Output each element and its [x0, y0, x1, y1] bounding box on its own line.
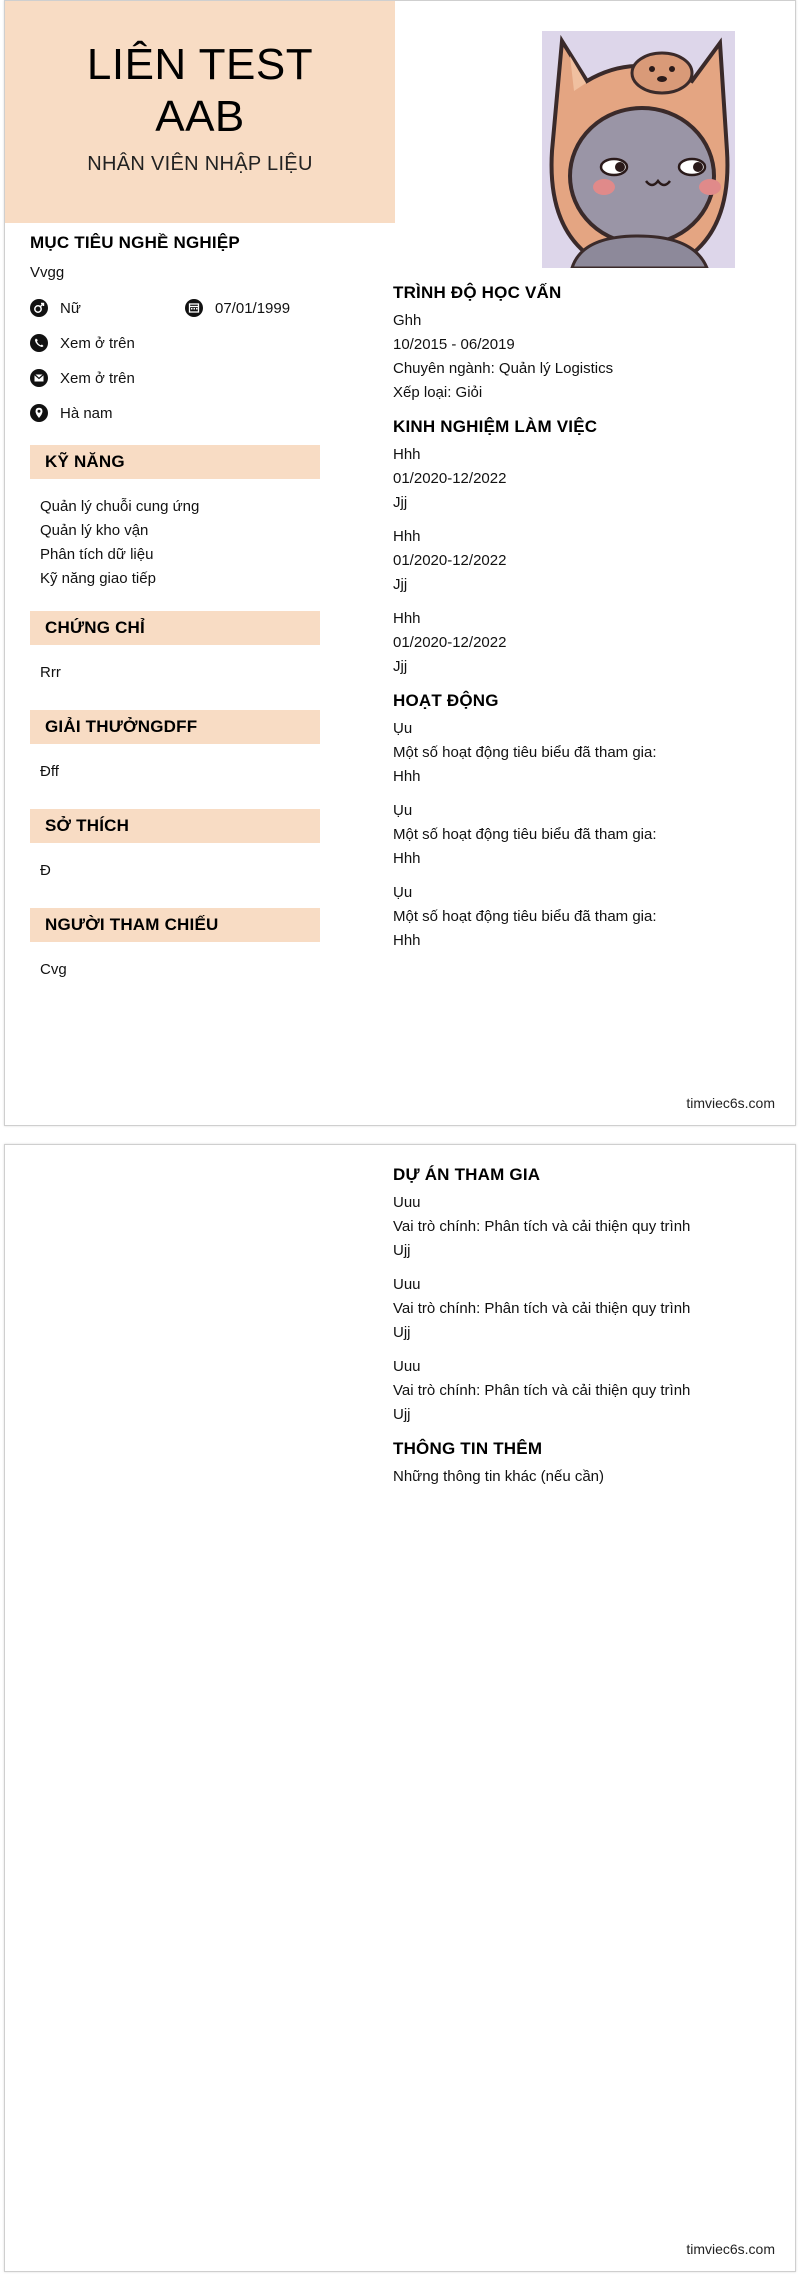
- avatar-illustration: [542, 31, 735, 268]
- experience-entry: [393, 607, 773, 679]
- phone-item: [30, 332, 135, 354]
- experience-company: Hhh: [393, 610, 421, 627]
- hobbies-title: SỞ THÍCH: [30, 809, 320, 843]
- project-name: Uuu: [393, 1276, 421, 1293]
- gender-icon: [30, 299, 48, 317]
- experience-entry: [393, 443, 773, 515]
- skill-item: Quản lý chuỗi cung ứng: [40, 498, 200, 515]
- project-role: Vai trò chính: Phân tích và cải thiện quy trình: [393, 1382, 691, 1399]
- project-role: Vai trò chính: Phân tích và cải thiện quy trình: [393, 1300, 691, 1317]
- awards-title: GIẢI THƯỞNGDFF: [30, 710, 320, 744]
- address-item: [30, 402, 113, 424]
- education-period: 10/2015 - 06/2019: [393, 336, 515, 353]
- skill-item: Phân tích dữ liệu: [40, 546, 154, 563]
- education-school: Ghh: [393, 312, 422, 329]
- activity-detail: Hhh: [393, 768, 421, 785]
- certificates-title: CHỨNG CHỈ: [30, 611, 320, 645]
- objective-title: MỤC TIÊU NGHỀ NGHIỆP: [30, 233, 240, 252]
- activity-entry: [393, 717, 773, 789]
- hobbies-text: Đ: [40, 862, 51, 879]
- experience-period: 01/2020-12/2022: [393, 552, 507, 569]
- additional-title: THÔNG TIN THÊM: [393, 1439, 543, 1458]
- experience-entry: [393, 525, 773, 597]
- email-item: [30, 367, 135, 389]
- activity-desc: Một số hoạt động tiêu biểu đã tham gia:: [393, 826, 657, 843]
- activity-org: Ụu: [393, 720, 413, 737]
- email-icon: [30, 369, 48, 387]
- objective-text: Vvgg: [30, 264, 65, 281]
- project-desc: Ujj: [393, 1242, 411, 1259]
- education-rank: Xếp loại: Giỏi: [393, 384, 483, 401]
- cv-page-2: [4, 1144, 796, 2272]
- left-column: [30, 233, 325, 982]
- activities-title: HOẠT ĐỘNG: [393, 691, 499, 710]
- project-role: Vai trò chính: Phân tích và cải thiện quy trình: [393, 1218, 691, 1235]
- experience-desc: Jjj: [393, 658, 408, 675]
- contact-info: [30, 297, 325, 437]
- project-name: Uuu: [393, 1194, 421, 1211]
- footer-site: timviec6s.com: [686, 1095, 775, 1111]
- footer-site: timviec6s.com: [686, 2241, 775, 2257]
- project-entry: [393, 1273, 773, 1345]
- project-desc: Ujj: [393, 1324, 411, 1341]
- name-line-2: AAB: [155, 92, 245, 141]
- skill-item: Quản lý kho vận: [40, 522, 149, 539]
- experience-period: 01/2020-12/2022: [393, 470, 507, 487]
- birthday-text: 07/01/1999: [215, 299, 291, 317]
- references-text: Cvg: [40, 961, 67, 978]
- activity-org: Ụu: [393, 802, 413, 819]
- experience-company: Hhh: [393, 528, 421, 545]
- project-entry: [393, 1191, 773, 1263]
- additional-text: Những thông tin khác (nếu cần): [393, 1468, 605, 1485]
- email-text: Xem ở trên: [60, 369, 135, 387]
- contact-row-2: [30, 332, 325, 367]
- right-column-page-2: [393, 1165, 773, 1489]
- name-line-1: LIÊN TEST: [86, 40, 314, 89]
- gender-text: Nữ: [60, 299, 81, 317]
- activity-entry: [393, 799, 773, 871]
- experience-company: Hhh: [393, 446, 421, 463]
- activity-org: Ụu: [393, 884, 413, 901]
- contact-row-3: [30, 367, 325, 402]
- address-text: Hà nam: [60, 404, 113, 422]
- contact-row-1: [30, 297, 325, 332]
- phone-text: Xem ở trên: [60, 334, 135, 352]
- candidate-name: [5, 39, 395, 143]
- project-name: Uuu: [393, 1358, 421, 1375]
- skills-title: KỸ NĂNG: [30, 445, 320, 479]
- education-entry: [393, 309, 773, 405]
- location-icon: [30, 404, 48, 422]
- birthday-item: [185, 297, 290, 319]
- contact-row-4: [30, 402, 325, 437]
- project-desc: Ujj: [393, 1406, 411, 1423]
- projects-title: DỰ ÁN THAM GIA: [393, 1165, 541, 1184]
- education-major: Chuyên ngành: Quản lý Logistics: [393, 360, 614, 377]
- activity-entry: [393, 881, 773, 953]
- calendar-icon: [185, 299, 203, 317]
- skills-list: [30, 495, 325, 591]
- avatar: [542, 31, 735, 268]
- skill-item: Kỹ năng giao tiếp: [40, 570, 156, 587]
- activity-desc: Một số hoạt động tiêu biểu đã tham gia:: [393, 908, 657, 925]
- activity-detail: Hhh: [393, 850, 421, 867]
- activity-detail: Hhh: [393, 932, 421, 949]
- activity-desc: Một số hoạt động tiêu biểu đã tham gia:: [393, 744, 657, 761]
- project-entry: [393, 1355, 773, 1427]
- references-title: NGƯỜI THAM CHIẾU: [30, 908, 320, 942]
- education-title: TRÌNH ĐỘ HỌC VẤN: [393, 283, 562, 302]
- phone-icon: [30, 334, 48, 352]
- job-title: NHÂN VIÊN NHẬP LIỆU: [87, 153, 313, 175]
- header-box: [5, 1, 395, 223]
- experience-period: 01/2020-12/2022: [393, 634, 507, 651]
- experience-desc: Jjj: [393, 576, 408, 593]
- right-column: [393, 283, 773, 963]
- awards-text: Đff: [40, 763, 59, 780]
- experience-title: KINH NGHIỆM LÀM VIỆC: [393, 417, 598, 436]
- certificates-text: Rrr: [40, 664, 61, 681]
- experience-desc: Jjj: [393, 494, 408, 511]
- cv-page-1: [4, 0, 796, 1126]
- gender-item: [30, 297, 81, 319]
